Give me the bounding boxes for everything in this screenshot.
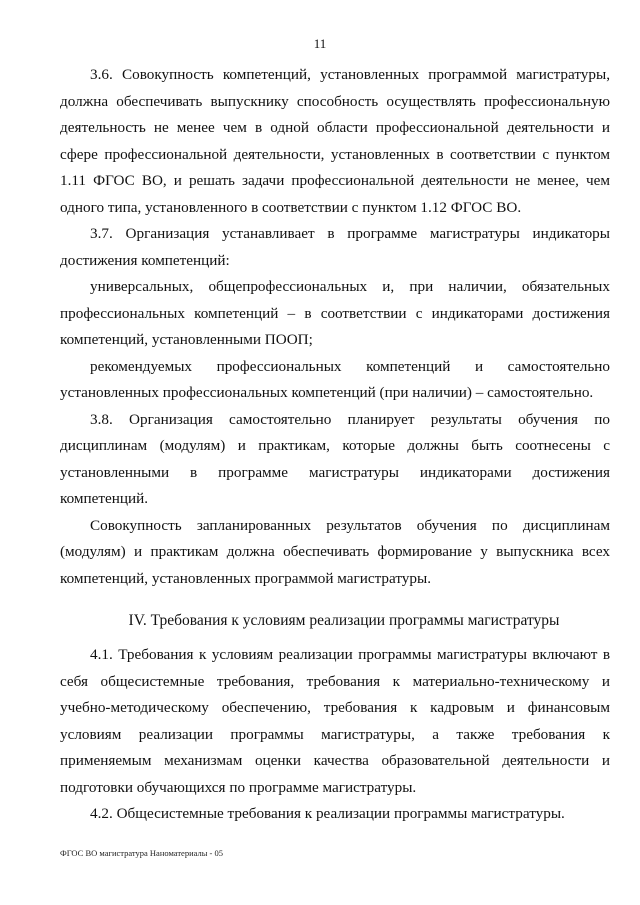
paragraph-3-6: 3.6. Совокупность компетенций, установленных программой магистратуры, должна обеспечивать выпускнику способность осуществлять профессиональную деятельность не менее чем в одной области профессиональной деятельности и сфере профессиональной деятельности, установленных в соответствии с пунктом 1.11 ФГОС ВО, и решать задачи профессиональной деятельности не менее, чем одного типа, установленного в соответствии с пунктом 1.12 ФГОС ВО.: [60, 66, 610, 216]
paragraph-3-8: 3.8. Организация самостоятельно планирует результаты обучения по дисциплинам (модулям) и практикам, которые должны быть соотнесены с установленными в программе магистратуры индикаторами достижения компетенций.: [60, 410, 610, 507]
section-3-text: [60, 62, 610, 592]
paragraph-recommended-competencies: рекомендуемых профессиональных компетенций и самостоятельно установленных профессиональных компетенций (при наличии) – самостоятельно.: [60, 357, 610, 401]
page-footer: ФГОС ВО магистратура Наноматериалы - 05: [60, 848, 223, 858]
paragraph-3-7: 3.7. Организация устанавливает в программе магистратуры индикаторы достижения компетенций:: [60, 225, 610, 269]
section-4-text: [60, 642, 610, 828]
section-4-heading-block: [60, 608, 610, 635]
paragraph-universal-competencies: универсальных, общепрофессиональных и, при наличии, обязательных профессиональных компетенций – в соответствии с индикаторами достижения компетенций, установленными ПООП;: [60, 278, 610, 348]
page-number: 11: [313, 36, 327, 51]
paragraph-planned-results: Совокупность запланированных результатов обучения по дисциплинам (модулям) и практикам должна обеспечивать формирование у выпускника всех компетенций, установленных программой магистратуры.: [60, 516, 610, 587]
section-heading: IV. Требования к условиям реализации программы магистратуры: [128, 612, 560, 629]
paragraph-4-1: 4.1. Требования к условиям реализации программы магистратуры включают в себя общесистемные требования, требования к материально-техническому и учебно-методическому обеспечению, требования к кадровым и финансовым условиям реализации программы магистратуры, а также требования к применяемым механизмам оценки качества образовательной деятельности и подготовки обучающихся по программе магистратуры.: [60, 646, 610, 796]
paragraph-4-2: 4.2. Общесистемные требования к реализации программы магистратуры.: [90, 805, 565, 822]
